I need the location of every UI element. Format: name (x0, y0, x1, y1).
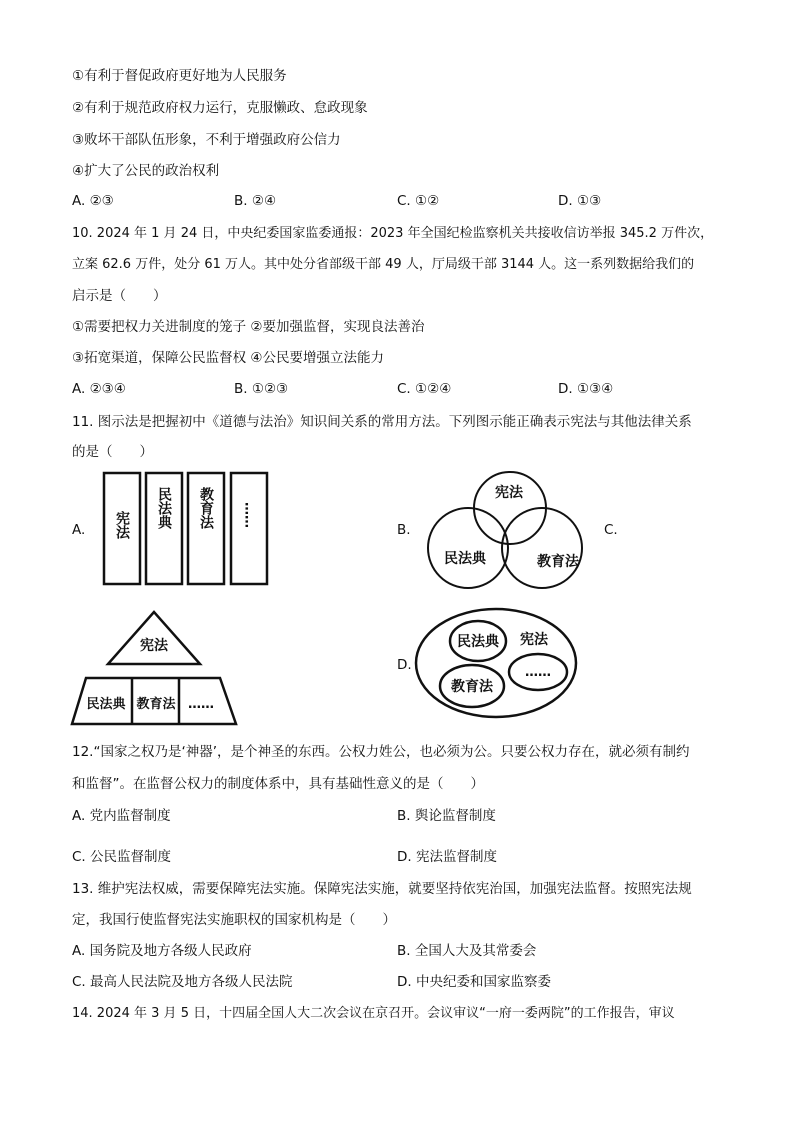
diagram-b-circle-2: 民法典 (444, 551, 486, 567)
q13-stem-line-1: 13. 维护宪法权威，需要保障宪法实施。保障宪法实施，就要坚持依宪治国，加强宪法监督。按照宪法规 (72, 881, 692, 897)
diagram-c-bottom-1: 民法典 (86, 697, 126, 712)
q10-stem-line-1: 10. 2024 年 1 月 24 日，中央纪委国家监委通报：2023 年全国纪检监察机关共接收信访举报 345.2 万件次， (72, 226, 714, 241)
diagram-d-inner-3: …… (525, 665, 551, 680)
q10-item-line-2: ③拓宽渠道，保障公民监督权 ④公民要增强立法能力 (72, 350, 384, 366)
q9-item-3: ③败坏干部队伍形象，不利于增强政府公信力 (72, 132, 341, 148)
diagram-b-circle-3: 教育法 (537, 554, 579, 570)
q12-option-d[interactable]: D. 宪法监督制度 (397, 849, 497, 865)
diagram-c-top: 宪法 (140, 638, 168, 654)
q10-stem-line-2: 立案 62.6 万件，处分 61 万人。其中处分省部级干部 49 人，厅局级干部 3144 人。这一系列数据给我们的 (72, 257, 695, 272)
diagram-a-box-2: 民法典 (156, 487, 172, 529)
q11-label-c[interactable]: C. (604, 522, 618, 538)
q11-label-d[interactable]: D. (397, 657, 412, 673)
q12-stem-line-2: 和监督”。在监督公权力的制度体系中，具有基础性意义的是（ ） (72, 776, 484, 792)
q13-option-b[interactable]: B. 全国人大及其常委会 (397, 943, 537, 959)
q10-option-d[interactable]: D. ①③④ (558, 381, 614, 397)
q13-option-c[interactable]: C. 最高人民法院及地方各级人民法院 (72, 974, 293, 990)
diagram-d-inner-1: 民法典 (457, 634, 499, 650)
q9-item-4: ④扩大了公民的政治权利 (72, 163, 220, 179)
q11-label-b[interactable]: B. (397, 522, 411, 538)
diagram-c-bottom-3: …… (188, 697, 214, 712)
q9-item-2: ②有利于规范政府权力运行，克服懒政、怠政现象 (72, 100, 368, 116)
diagram-a[interactable] (100, 470, 275, 594)
diagram-d-outer: 宪法 (520, 632, 548, 648)
q13-option-a[interactable]: A. 国务院及地方各级人民政府 (72, 943, 252, 959)
diagram-b-circle-1: 宪法 (495, 485, 523, 501)
q11-label-a[interactable]: A. (72, 522, 86, 538)
diagram-a-box-4: …… (241, 502, 257, 528)
q13-option-d[interactable]: D. 中央纪委和国家监察委 (397, 974, 551, 990)
q9-option-b[interactable]: B. ②④ (234, 193, 277, 209)
diagram-b[interactable] (412, 470, 602, 594)
q9-option-a[interactable]: A. ②③ (72, 193, 114, 209)
q10-item-line-1: ①需要把权力关进制度的笼子 ②要加强监督，实现良法善治 (72, 319, 425, 335)
q9-option-d[interactable]: D. ①③ (558, 193, 602, 209)
q13-stem-line-2: 定，我国行使监督宪法实施职权的国家机构是（ ） (72, 912, 396, 928)
diagram-d-inner-2: 教育法 (451, 679, 493, 695)
q12-option-a[interactable]: A. 党内监督制度 (72, 808, 171, 824)
q12-option-c[interactable]: C. 公民监督制度 (72, 849, 172, 865)
q10-stem-line-3: 启示是（ ） (72, 288, 167, 304)
diagram-a-box-1: 宪法 (114, 511, 130, 539)
q12-stem-line-1: 12.“国家之权乃是‘神器’，是个神圣的东西。公权力姓公，也必须为公。只要公权力存在，就必须有制约 (72, 744, 690, 760)
q12-option-b[interactable]: B. 舆论监督制度 (397, 808, 496, 824)
q10-option-a[interactable]: A. ②③④ (72, 381, 126, 397)
q14-stem-line-1: 14. 2024 年 3 月 5 日，十四届全国人大二次会议在京召开。会议审议“一府一委两院”的工作报告，审议 (72, 1006, 675, 1021)
q10-option-b[interactable]: B. ①②③ (234, 381, 289, 397)
q11-stem-line-1: 11. 图示法是把握初中《道德与法治》知识间关系的常用方法。下列图示能正确表示宪法与其他法律关系 (72, 414, 692, 430)
q9-item-1: ①有利于督促政府更好地为人民服务 (72, 68, 287, 84)
q9-option-c[interactable]: C. ①② (397, 193, 440, 209)
diagram-c-bottom-2: 教育法 (136, 697, 176, 712)
diagram-c[interactable] (68, 608, 243, 734)
q10-option-c[interactable]: C. ①②④ (397, 381, 452, 397)
diagram-a-box-3: 教育法 (198, 487, 214, 529)
q11-stem-line-2: 的是（ ） (72, 444, 153, 460)
diagram-d[interactable] (412, 604, 582, 726)
